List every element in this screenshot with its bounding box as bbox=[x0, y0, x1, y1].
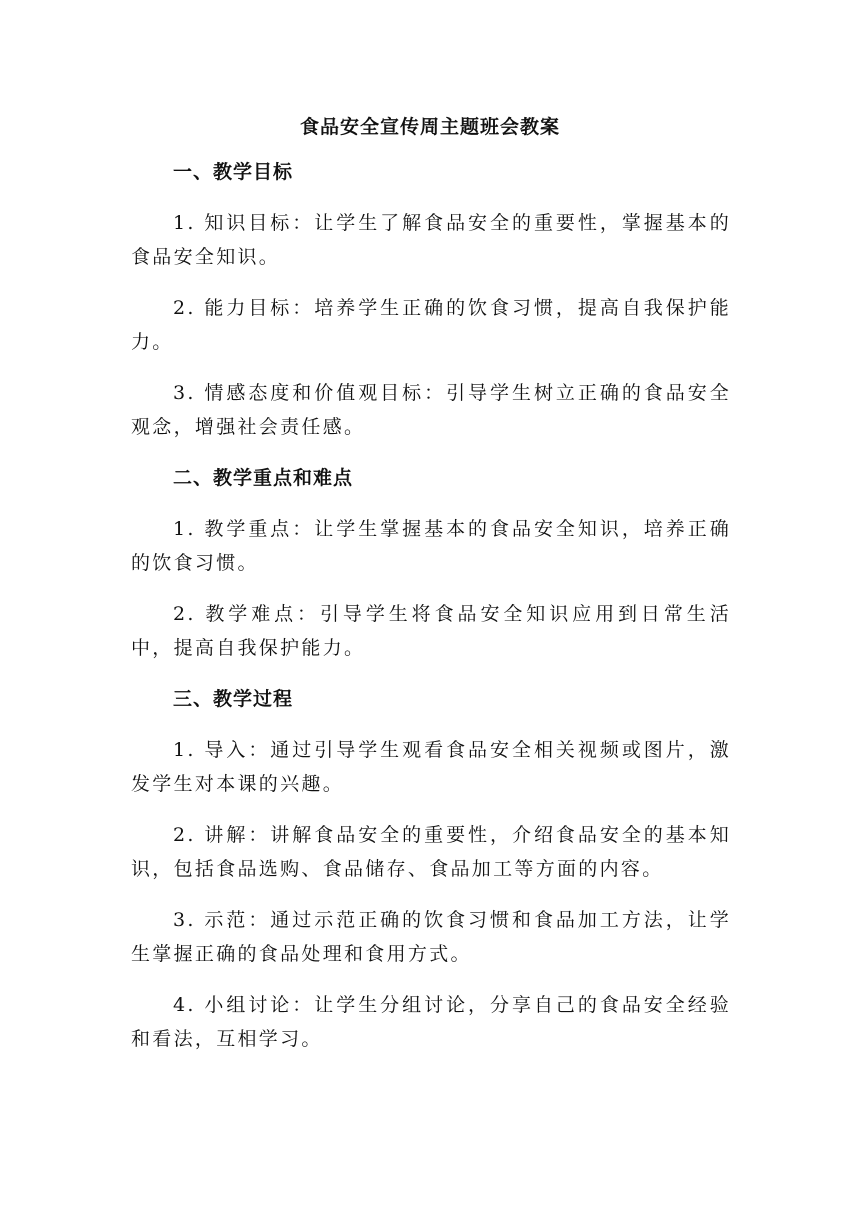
paragraph-text: 教学重点：让学生掌握基本的食品安全知识，培养正确的饮食习惯。 bbox=[131, 518, 731, 574]
paragraph-text: 示范：通过示范正确的饮食习惯和食品加工方法，让学生掌握正确的食品处理和食用方式。 bbox=[131, 909, 731, 965]
paragraph bbox=[131, 818, 731, 886]
paragraph-text: 教学难点：引导学生将食品安全知识应用到日常生活中，提高自我保护能力。 bbox=[131, 603, 731, 659]
paragraph-text: 情感态度和价值观目标：引导学生树立正确的食品安全观念，增强社会责任感。 bbox=[131, 382, 731, 438]
item-number: 1. bbox=[173, 739, 196, 761]
paragraph bbox=[131, 733, 731, 801]
paragraph-text: 小组讨论：让学生分组讨论，分享自己的食品安全经验和看法，互相学习。 bbox=[131, 994, 731, 1050]
item-number: 3. bbox=[173, 909, 196, 931]
section-heading-key-points: 二、教学重点和难点 bbox=[173, 467, 354, 489]
paragraph-text: 能力目标：培养学生正确的饮食习惯，提高自我保护能力。 bbox=[131, 297, 731, 353]
paragraph-text: 导入：通过引导学生观看食品安全相关视频或图片，激发学生对本课的兴趣。 bbox=[131, 739, 731, 795]
document-title: 食品安全宣传周主题班会教案 bbox=[299, 116, 560, 138]
paragraph bbox=[131, 597, 731, 665]
paragraph bbox=[131, 206, 731, 274]
paragraph bbox=[131, 376, 731, 444]
paragraph bbox=[131, 291, 731, 359]
item-number: 3. bbox=[173, 382, 196, 404]
item-number: 2. bbox=[173, 603, 196, 625]
item-number: 2. bbox=[173, 297, 196, 319]
item-number: 2. bbox=[173, 824, 196, 846]
document-body bbox=[131, 155, 731, 1073]
item-number: 4. bbox=[173, 994, 196, 1016]
item-number: 1. bbox=[173, 212, 196, 234]
paragraph bbox=[131, 988, 731, 1056]
section-heading-objectives: 一、教学目标 bbox=[173, 161, 294, 183]
paragraph-text: 知识目标：让学生了解食品安全的重要性，掌握基本的食品安全知识。 bbox=[131, 212, 731, 268]
paragraph bbox=[131, 512, 731, 580]
paragraph bbox=[131, 903, 731, 971]
section-heading-process: 三、教学过程 bbox=[173, 688, 294, 710]
paragraph-text: 讲解：讲解食品安全的重要性，介绍食品安全的基本知识，包括食品选购、食品储存、食品加工等方面的内容。 bbox=[131, 824, 731, 880]
item-number: 1. bbox=[173, 518, 196, 540]
